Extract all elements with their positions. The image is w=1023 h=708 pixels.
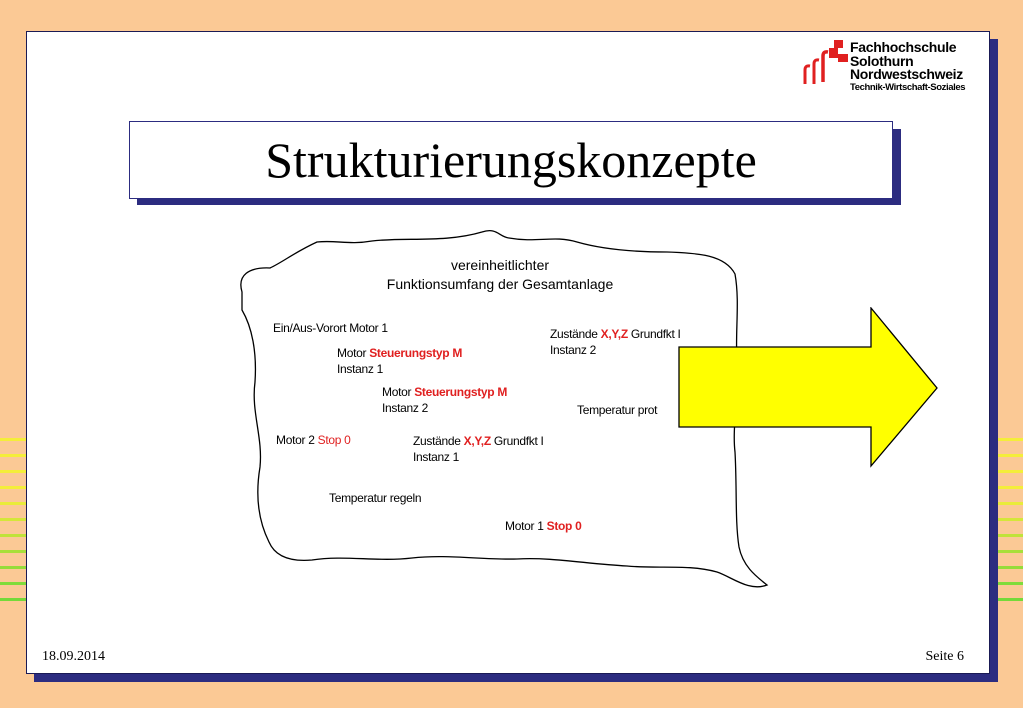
slide [26,31,990,674]
motor-1-instance: Instanz 1 [337,362,383,376]
motor-2-stop-prefix: Motor 2 [276,433,318,447]
temperatur-prot: Temperatur prot [577,403,658,417]
motor-2-instance: Instanz 2 [382,401,428,415]
zustaende-1-instance: Instanz 2 [550,343,596,357]
motor-1-stop-value: Stop 0 [546,519,582,533]
motor-2-stop-value: Stop 0 [317,433,351,447]
temperatur-regeln: Temperatur regeln [329,491,422,505]
cloud-heading [370,256,630,294]
zustaende-1-prefix: Zustände [550,327,601,341]
motor-1-stop [505,519,582,533]
ein-aus-label: Ein/Aus-Vorort Motor 1 [273,321,388,335]
zustaende-1-suffix: Grundfkt I [627,327,681,341]
page-title: Strukturierungskonzepte [265,132,757,188]
footer-page-number: Seite 6 [925,649,964,664]
motor-2-prefix: Motor [382,385,415,399]
motor-1-type: Steuerungstyp M [369,346,463,360]
zustaende-2-instance: Instanz 1 [413,450,459,464]
motor-instanz-1 [337,345,462,377]
zustaende-2-states: X,Y,Z [463,434,491,448]
motor-instanz-2 [382,384,507,416]
logo-line-1: Fachhochschule [850,39,957,55]
motor-2-stop [276,433,351,447]
zustaende-instanz-2 [550,326,681,358]
cloud-heading-line-1: vereinheitlichter [450,257,550,273]
logo-line-2: Solothurn [850,52,914,69]
zustaende-instanz-1 [413,433,544,465]
cloud-heading-line-2: Funktionsumfang der Gesamtanlage [386,276,614,292]
right-arrow-icon [678,307,940,469]
footer-date: 18.09.2014 [42,649,105,664]
logo-line-4: Technik-Wirtschaft-Soziales [850,81,966,93]
motor-2-type: Steuerungstyp M [414,385,508,399]
zustaende-2-prefix: Zustände [413,434,464,448]
zustaende-2-suffix: Grundfkt I [490,434,544,448]
motor-1-prefix: Motor [337,346,370,360]
motor-1-stop-prefix: Motor 1 [505,519,547,533]
zustaende-1-states: X,Y,Z [600,327,628,341]
logo-line-3: Nordwestschweiz [850,66,963,82]
